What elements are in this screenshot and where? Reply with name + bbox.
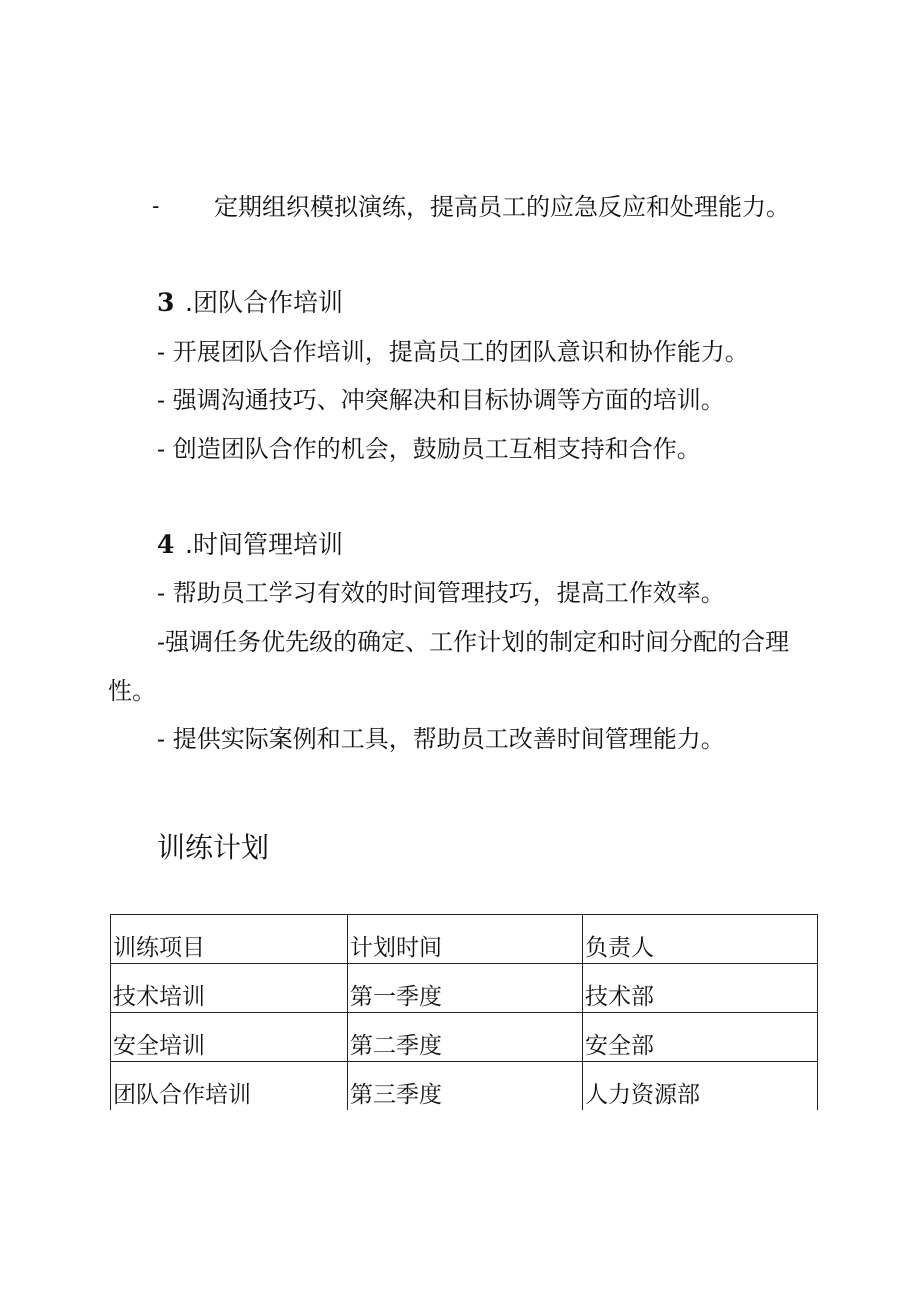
section-number: 4 [157, 530, 175, 559]
bullet-item: - 提供实际案例和工具，帮助员工改善时间管理能力。 [157, 725, 725, 753]
table-cell: 安全部 [583, 1013, 818, 1062]
table-header-row [111, 915, 818, 964]
table-cell: 第一季度 [348, 964, 583, 1013]
table-cell: 技术培训 [111, 964, 348, 1013]
table-cell: 负责人 [583, 915, 818, 964]
table-row [111, 964, 818, 1013]
section-heading-team [157, 288, 343, 318]
table-cell: 人力资源部 [583, 1062, 818, 1111]
table-cell: 第三季度 [348, 1062, 583, 1111]
section-number: 3 [157, 288, 175, 317]
bullet-item-continuation: 性。 [108, 677, 156, 705]
table-cell: 团队合作培训 [111, 1062, 348, 1111]
section-title: .时间管理培训 [185, 530, 343, 559]
table-cell: 安全培训 [111, 1013, 348, 1062]
table-cell: 第二季度 [348, 1013, 583, 1062]
bullet-item: - 创造团队合作的机会，鼓励员工互相支持和合作。 [157, 435, 701, 463]
training-plan-table [110, 914, 818, 1110]
bullet-text: 定期组织模拟演练，提高员工的应急反应和处理能力。 [214, 193, 790, 221]
bullet-item: -强调任务优先级的确定、工作计划的制定和时间分配的合理 [157, 628, 790, 656]
section-title: .团队合作培训 [185, 288, 343, 317]
bullet-item: - 强调沟通技巧、冲突解决和目标协调等方面的培训。 [157, 386, 725, 414]
plan-title: 训练计划 [157, 831, 270, 864]
bullet-dash: - [152, 194, 160, 219]
table-cell: 技术部 [583, 964, 818, 1013]
table-row [111, 1013, 818, 1062]
table-row [111, 1062, 818, 1111]
bullet-item: - 帮助员工学习有效的时间管理技巧，提高工作效率。 [157, 579, 725, 607]
bullet-item: - 开展团队合作培训，提高员工的团队意识和协作能力。 [157, 338, 749, 366]
table-cell: 训练项目 [111, 915, 348, 964]
section-heading-time [157, 530, 343, 560]
table-cell: 计划时间 [348, 915, 583, 964]
